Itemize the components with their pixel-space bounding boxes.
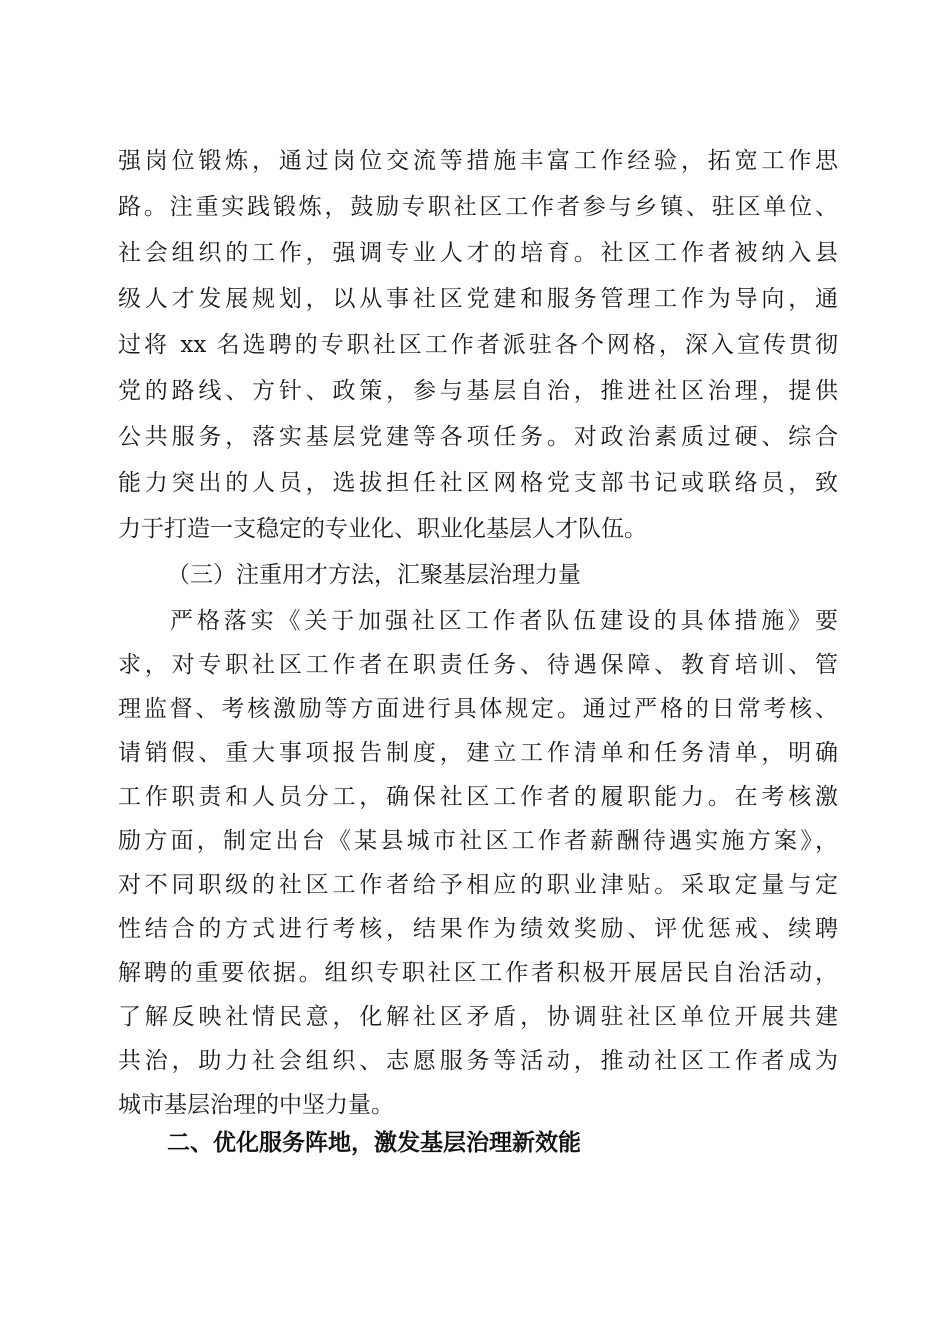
paragraph-line: 社会组织的工作，强调专业人才的培育。社区工作者被纳入县 [118, 240, 838, 266]
paragraph-line: 工作职责和人员分工，确保社区工作者的履职能力。在考核激 [118, 784, 838, 810]
paragraph-line: 解聘的重要依据。组织专职社区工作者积极开展居民自治活动， [118, 960, 838, 986]
paragraph-line-last: 城市基层治理的中坚力量。 [118, 1092, 394, 1118]
paragraph-line: 请销假、重大事项报告制度，建立工作清单和任务清单，明确 [118, 740, 838, 766]
paragraph-line: 对不同职级的社区工作者给予相应的职业津贴。采取定量与定 [118, 872, 838, 898]
paragraph-line: 级人才发展规划，以从事社区党建和服务管理工作为导向，通 [118, 286, 838, 312]
paragraph-line: 能力突出的人员，选拔担任社区网格党支部书记或联络员，致 [118, 470, 838, 496]
paragraph-line-last: 力于打造一支稳定的专业化、职业化基层人才队伍。 [118, 516, 647, 542]
paragraph-line: 性结合的方式进行考核，结果作为绩效奖励、评优惩戒、续聘 [118, 916, 838, 942]
paragraph-line: 理监督、考核激励等方面进行具体规定。通过严格的日常考核、 [118, 696, 838, 722]
paragraph-line: 强岗位锻炼，通过岗位交流等措施丰富工作经验，拓宽工作思 [118, 148, 838, 174]
paragraph-line-first: 严格落实《关于加强社区工作者队伍建设的具体措施》要 [170, 608, 838, 634]
paragraph-line: 路。注重实践锻炼，鼓励专职社区工作者参与乡镇、驻区单位、 [118, 194, 838, 220]
paragraph-line: 公共服务，落实基层党建等各项任务。对政治素质过硬、综合 [118, 424, 838, 450]
paragraph-line: 过将 xx 名选聘的专职社区工作者派驻各个网格，深入宣传贯彻 [118, 332, 838, 358]
paragraph-line: 求，对专职社区工作者在职责任务、待遇保障、教育培训、管 [118, 652, 838, 678]
paragraph-line: 了解反映社情民意，化解社区矛盾，协调驻社区单位开展共建 [118, 1004, 838, 1030]
section-heading: 二、优化服务阵地，激发基层治理新效能 [167, 1130, 581, 1156]
paragraph-line: 励方面，制定出台《某县城市社区工作者薪酬待遇实施方案》， [118, 828, 838, 854]
section-subheading: （三）注重用才方法，汇聚基层治理力量 [167, 562, 581, 588]
paragraph-line: 共治，助力社会组织、志愿服务等活动，推动社区工作者成为 [118, 1048, 838, 1074]
paragraph-line: 党的路线、方针、政策，参与基层自治，推进社区治理，提供 [118, 378, 838, 404]
